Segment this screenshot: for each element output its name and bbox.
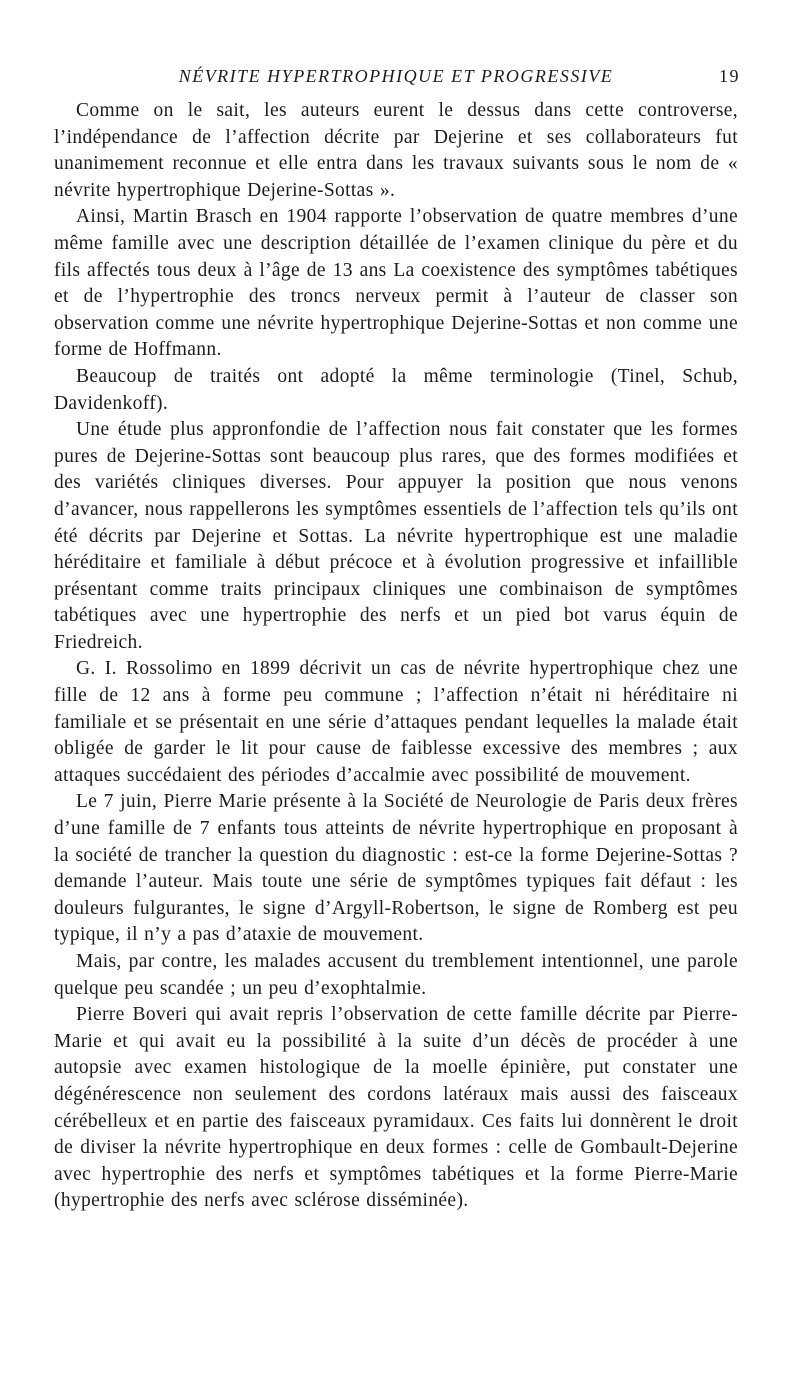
paragraph-terminology: Beaucoup de traités ont adopté la même terminologie (Tinel, Schub, Davidenkoff). <box>54 365 738 414</box>
paragraph-symptoms: Mais, par contre, les malades accusent du tremblement intentionnel, une parole quelque peu scandée ; un peu d’exophtalmie. <box>54 951 738 999</box>
book-page <box>54 60 738 1215</box>
running-title: NÉVRITE HYPERTROPHIQUE ET PROGRESSIVE <box>178 66 614 86</box>
page-number: 19 <box>719 66 740 86</box>
running-head <box>54 60 738 92</box>
paragraph-boveri: Pierre Boveri qui avait repris l’observation de cette famille décrite par Pierre-Marie et qui avait eu la possibilité à la suite d’un décès de procéder à une autopsie avec examen histologique de la moelle épinière, put constater une dégénérescence non seulement des cordons latéraux mais aussi des faisceaux cérébelleux et en partie des faisceaux pyramidaux. Ces faits lui donnèrent le droit de diviser la névrite hypertrophique en deux formes : celle de Gombault-Dejerine avec hypertrophie des nerfs et symptômes tabétiques et la forme Pierre-Marie (hypertrophie des nerfs avec sclérose disséminée). <box>54 1004 738 1212</box>
paragraph-pierre-marie: Le 7 juin, Pierre Marie présente à la Société de Neurologie de Paris deux frères d’une famille de 7 enfants tous atteints de névrite hypertrophique en proposant à la société de trancher la question du diagnostic : est-ce la forme Dejerine-Sottas ? demande l’auteur. Mais toute une série de symptômes typiques fait défaut : les douleurs fulgurantes, le signe d’Argyll-Robertson, le signe de Romberg est peu typique, il n’y a pas d’ataxie de mouvement. <box>54 791 738 946</box>
paragraph-controversy: Comme on le sait, les auteurs eurent le dessus dans cette controverse, l’indépendance de l’affection décrite par Dejerine et ses collaborateurs fut unanimement reconnue et elle entra dans les travaux suivants sous le nom de « névrite hypertrophique Dejerine-Sottas ». <box>54 100 738 201</box>
paragraph-brasch: Ainsi, Martin Brasch en 1904 rapporte l’observation de quatre membres d’une même famille avec une description détaillée de l’examen clinique du père et du fils affectés tous deux à l’âge de 13 ans La coexistence des symptômes tabétiques et de l’hypertrophie des troncs nerveux permit à l’auteur de classer son observation comme une névrite hypertrophique Dejerine-Sottas et non comme une forme de Hoffmann. <box>54 206 738 361</box>
paragraph-forms: Une étude plus appronfondie de l’affection nous fait constater que les formes pures de Dejerine-Sottas sont beaucoup plus rares, que des formes modifiées et des variétés cliniques diverses. Pour appuyer la position que nous venons d’avancer, nous rappellerons les symptômes essentiels de l’affection tels qu’ils ont été décrits par Dejerine et Sottas. La névrite hypertrophique est une maladie héréditaire et familiale à début précoce et à évolution progressive et infaillible présentant comme traits principaux cliniques une combinaison de symptômes tabétiques avec une hypertrophie des nerfs et un pied bot varus équin de Friedreich. <box>54 419 738 653</box>
body-text <box>54 98 738 1215</box>
paragraph-rossolimo: G. I. Rossolimo en 1899 décrivit un cas de névrite hypertrophique chez une fille de 12 ans à forme peu commune ; l’affection n’était ni héréditaire ni familiale et se présentait en une série d’attaques pendant lequelles la malade était obligée de garder le lit pour cause de faiblesse excessive des membres ; aux attaques succédaient des périodes d’accalmie avec possibilité de mouvement. <box>54 658 738 786</box>
